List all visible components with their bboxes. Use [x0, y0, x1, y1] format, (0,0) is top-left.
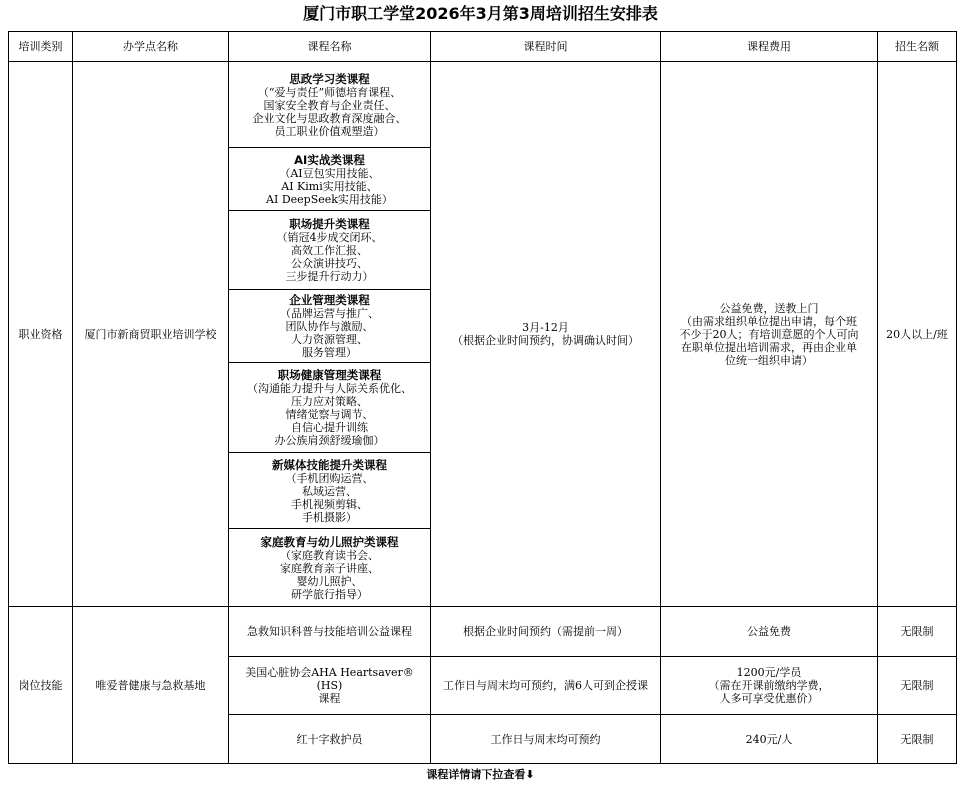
time-cell: 根据企业时间预约（需提前一周）	[431, 607, 661, 657]
fee-line: 240元/人	[745, 732, 793, 746]
course-cell	[229, 453, 431, 529]
course-name: AI实战类课程	[294, 152, 365, 167]
fee-line: 人多可享受优惠价）	[719, 692, 819, 705]
fee-line: （需在开课前缴纳学费，	[708, 679, 830, 692]
fee-cell	[661, 62, 878, 607]
fee-line: 公益免费	[747, 625, 791, 638]
course-item: （AI豆包实用技能、	[279, 166, 380, 180]
time-cell: 工作日与周末均可预约，满6人可到企授课	[431, 657, 661, 715]
course-item: （沟通能力提升与人际关系优化、	[247, 382, 412, 395]
table-row	[9, 62, 957, 148]
course-item: 三步提升行动力）	[285, 270, 374, 283]
course-line: 急救知识科普与技能培训公益课程	[247, 625, 412, 638]
course-cell	[229, 62, 431, 148]
table-row	[9, 607, 957, 657]
course-item: 婴幼儿照护、	[296, 574, 363, 588]
header-fee: 课程费用	[661, 32, 878, 62]
course-name: 家庭教育与幼儿照护类课程	[260, 534, 399, 549]
course-name: 职场健康管理类课程	[277, 368, 382, 382]
course-line: 红十字救护员	[296, 732, 363, 746]
category-cell: 岗位技能	[9, 607, 73, 764]
course-cell	[229, 211, 431, 290]
fee-cell	[661, 607, 878, 657]
fee-line: 位统一组织申请）	[725, 353, 813, 367]
fee-cell	[661, 715, 878, 764]
course-item: 压力应对策略、	[291, 395, 368, 408]
time-note: （根据企业时间预约，协调确认时间）	[452, 334, 639, 347]
fee-line: （由需求组织单位提出申请，每个班	[681, 314, 857, 328]
quota-cell: 无限制	[878, 607, 957, 657]
quota-cell: 无限制	[878, 715, 957, 764]
course-item: 自信心提升训练	[291, 421, 368, 434]
scroll-hint: 课程详情请下拉查看⬇	[426, 768, 535, 781]
training-schedule-table	[8, 31, 957, 764]
course-name: 思政学习类课程	[289, 71, 370, 86]
course-item: （品牌运营与推广、	[280, 307, 379, 320]
page-title: 厦门市职工学堂2026年3月第3周培训招生安排表	[303, 4, 658, 23]
header-quota: 招生名额	[878, 32, 957, 62]
course-item: 手机视频剪辑、	[291, 497, 368, 511]
course-cell	[229, 148, 431, 211]
course-item: 员工职业价值观塑造）	[274, 124, 385, 138]
course-cell	[229, 657, 431, 715]
course-item: 团队协作与激励、	[285, 320, 374, 333]
course-item: （“爱与责任”师德培育课程、	[257, 85, 402, 99]
course-name: 职场提升类课程	[289, 217, 370, 231]
school-cell: 唯爱普健康与急救基地	[73, 607, 229, 764]
time-cell	[431, 62, 661, 607]
course-line: 课程	[318, 692, 341, 705]
table-header-row	[9, 32, 957, 62]
course-item: 家庭教育亲子讲座、	[280, 561, 379, 575]
course-cell	[229, 715, 431, 764]
course-cell	[229, 290, 431, 363]
course-item: 公众演讲技巧、	[291, 257, 368, 270]
fee-line: 公益免费，送教上门	[719, 301, 819, 315]
category-cell: 职业资格	[9, 62, 73, 607]
course-item: 情绪觉察与调节、	[285, 408, 374, 421]
course-item: 研学旅行指导）	[291, 587, 368, 601]
course-item: AI Kimi实用技能、	[281, 179, 378, 193]
fee-line: 1200元/学员	[736, 666, 802, 679]
fee-cell	[661, 657, 878, 715]
header-category: 培训类别	[9, 32, 73, 62]
course-item: 高效工作汇报、	[291, 244, 368, 257]
course-item: 服务管理）	[302, 346, 357, 359]
course-item: 人力资源管理、	[291, 333, 368, 346]
course-item: 企业文化与思政教育深度融合、	[252, 111, 407, 125]
course-name: 新媒体技能提升类课程	[272, 457, 387, 472]
course-item: 国家安全教育与企业责任、	[263, 98, 396, 112]
quota-cell: 无限制	[878, 657, 957, 715]
course-item: 私域运营、	[302, 484, 357, 498]
fee-line: 在职单位提出培训需求，再由企业单	[681, 340, 857, 354]
time-range: 3月-12月	[522, 321, 569, 334]
header-school: 办学点名称	[73, 32, 229, 62]
course-name: 企业管理类课程	[289, 293, 370, 307]
course-item: （手机团购运营、	[285, 471, 374, 485]
school-cell: 厦门市新商贸职业培训学校	[73, 62, 229, 607]
course-cell	[229, 529, 431, 607]
course-line: 美国心脏协会AHA Heartsaver® (HS)	[245, 666, 414, 692]
course-item: 手机摄影）	[302, 510, 357, 524]
header-time: 课程时间	[431, 32, 661, 62]
header-course: 课程名称	[229, 32, 431, 62]
course-item: AI DeepSeek实用技能）	[266, 192, 393, 206]
course-cell	[229, 363, 431, 453]
quota-cell: 20人以上/班	[878, 62, 957, 607]
course-item: （销冠4步成交闭环、	[276, 231, 383, 244]
time-cell: 工作日与周末均可预约	[431, 715, 661, 764]
fee-line: 不少于20人；有培训意愿的个人可向	[679, 327, 859, 341]
course-item: （家庭教育读书会、	[280, 548, 379, 562]
course-cell	[229, 607, 431, 657]
course-item: 办公族肩颈舒缓瑜伽）	[274, 434, 385, 447]
